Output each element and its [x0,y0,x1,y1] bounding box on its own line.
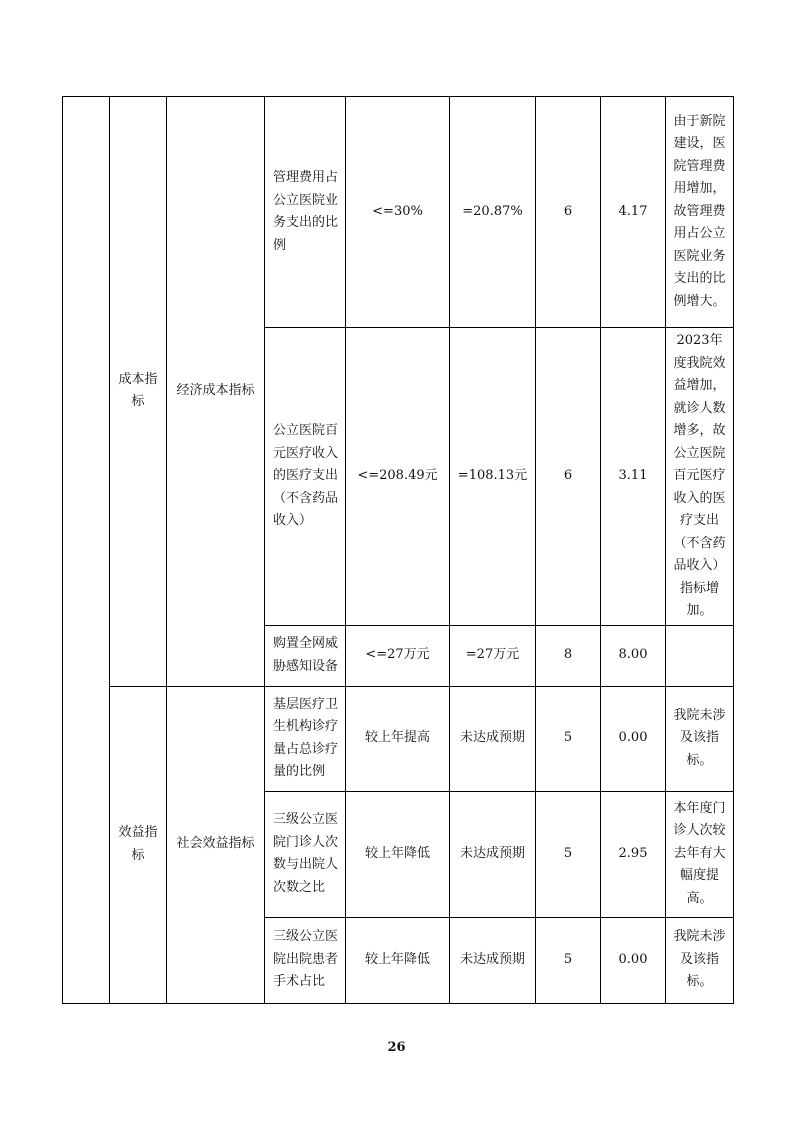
performance-indicator-table [62,96,734,1004]
reason-cell [666,625,734,686]
indicator-cell: 三级公立医院门诊人次数与出院人次数之比 [265,791,346,917]
subcategory-cell: 经济成本指标 [167,97,265,687]
reason-cell: 我院未涉及该指标。 [666,686,734,791]
score-cell: 0.00 [601,686,666,791]
first-level-cell [63,97,110,1004]
actual-cell: =108.13元 [450,328,536,626]
score-cell: 0.00 [601,917,666,1003]
category-cell: 效益指标 [110,686,167,1003]
indicator-cell: 基层医疗卫生机构诊疗量占总诊疗量的比例 [265,686,346,791]
category-cell: 成本指标 [110,97,167,687]
indicator-cell: 公立医院百元医疗收入的医疗支出（不含药品收入） [265,328,346,626]
target-cell: <=30% [346,97,450,328]
score-cell: 3.11 [601,328,666,626]
target-cell: 较上年提高 [346,686,450,791]
actual-cell: 未达成预期 [450,917,536,1003]
target-cell: 较上年降低 [346,791,450,917]
actual-cell: 未达成预期 [450,791,536,917]
reason-cell: 由于新院建设，医院管理费用增加，故管理费用占公立医院业务支出的比例增大。 [666,97,734,328]
target-cell: 较上年降低 [346,917,450,1003]
weight-cell: 8 [536,625,601,686]
page-number: 26 [387,1040,406,1055]
score-cell: 4.17 [601,97,666,328]
subcategory-cell: 社会效益指标 [167,686,265,1003]
weight-cell: 5 [536,686,601,791]
indicator-cell: 管理费用占公立医院业务支出的比例 [265,97,346,328]
actual-cell: =27万元 [450,625,536,686]
indicator-cell: 购置全网威胁感知设备 [265,625,346,686]
reason-cell: 本年度门诊人次较去年有大幅度提高。 [666,791,734,917]
actual-cell: 未达成预期 [450,686,536,791]
weight-cell: 5 [536,791,601,917]
indicator-cell: 三级公立医院出院患者手术占比 [265,917,346,1003]
reason-cell: 2023年度我院效益增加，就诊人数增多，故公立医院百元医疗收入的医疗支出（不含药品收入）指标增加。 [666,328,734,626]
weight-cell: 6 [536,97,601,328]
weight-cell: 6 [536,328,601,626]
actual-cell: =20.87% [450,97,536,328]
table-row [63,686,734,791]
target-cell: <=208.49元 [346,328,450,626]
reason-cell: 我院未涉及该指标。 [666,917,734,1003]
weight-cell: 5 [536,917,601,1003]
score-cell: 2.95 [601,791,666,917]
score-cell: 8.00 [601,625,666,686]
target-cell: <=27万元 [346,625,450,686]
table-row [63,97,734,328]
